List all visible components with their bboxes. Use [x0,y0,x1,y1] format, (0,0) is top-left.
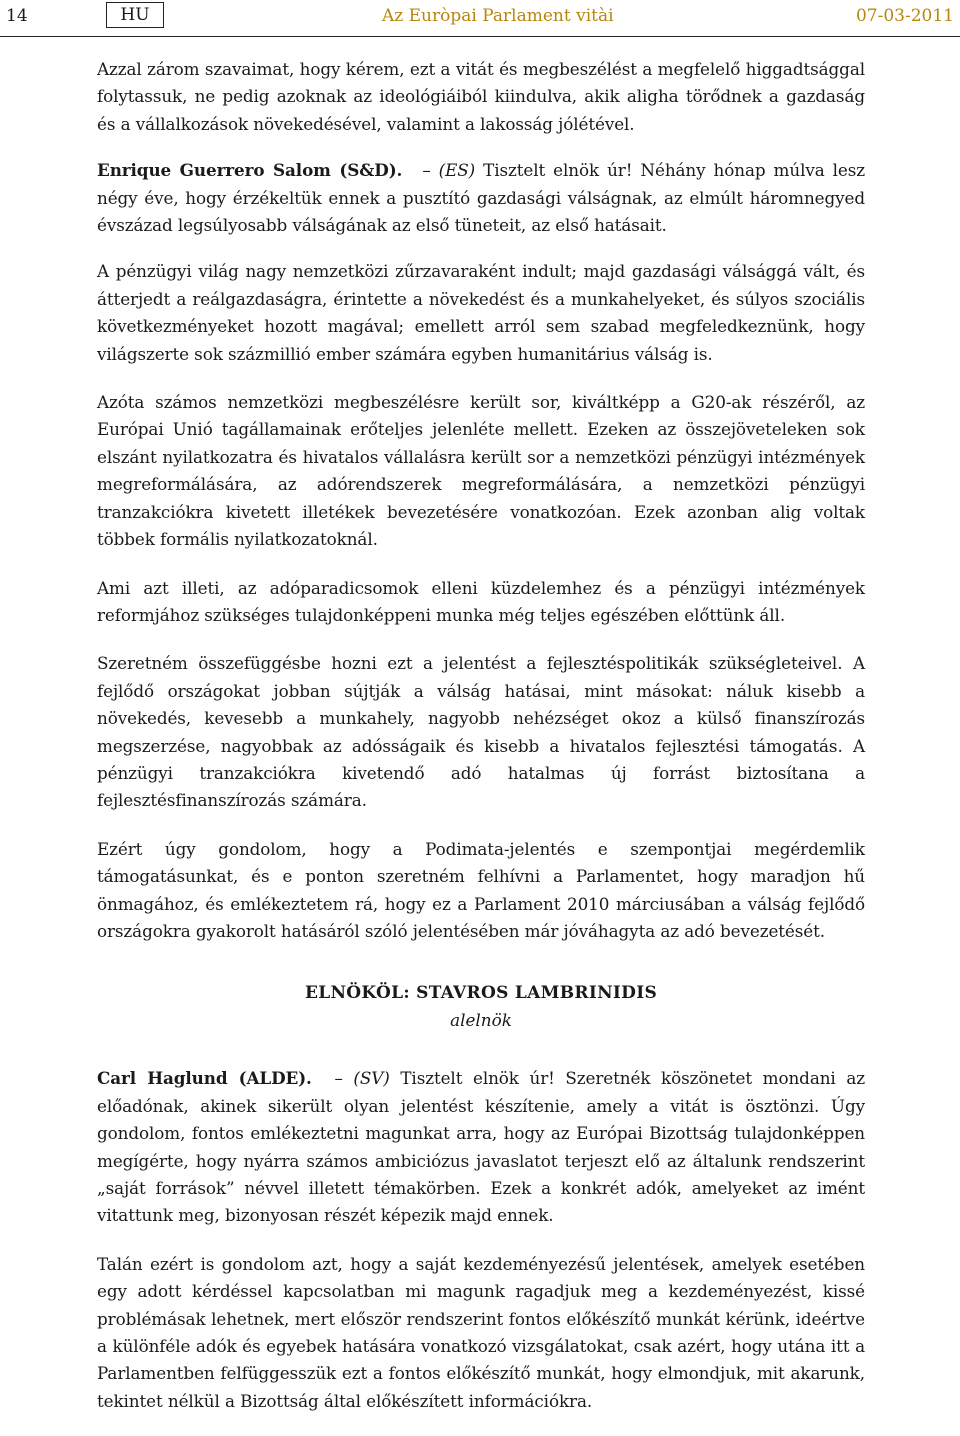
chair-role: alelnök [450,1010,512,1031]
speech-haglund [97,1065,865,1229]
speaker-name: Carl Haglund (ALDE). [97,1068,312,1089]
document-body [97,56,865,1436]
chair-section [97,979,865,1033]
paragraph-1: Azzal zárom szavaimat, hogy kérem, ezt a vitát és megbeszélést a megfelelő higgadtsággal folytassuk, ne pedig azoknak az ideológiáiból kiindulva, akik aligha törődnek a gazdaság és a vállalkozások növekedésével, valamint a lakosság jólétével. [97,59,865,134]
speech-dash: – [334,1068,343,1089]
speech-guerrero-salom [97,157,865,239]
speech-language: (SV) [353,1068,390,1089]
document-date: 07-03-2011 [855,6,954,26]
speech-text: Tisztelt elnök úr! Néhány hónap múlva lesz négy éve, hogy érzékeltük ennek a pusztító gazdasági válságnak, az elmúlt háromnegyed évszázad legsúlyosabb válságának az első tüneteit, az első hatásait. [97,160,865,236]
language-code-box: HU [106,2,164,28]
speaker-name: Enrique Guerrero Salom (S&D). [97,160,403,181]
running-title: Az Euròpai Parlament vitài [382,6,614,26]
paragraph-3: A pénzügyi világ nagy nemzetközi zűrzavaraként indult; majd gazdasági válsággá vált, és átterjedt a reálgazdaságra, érintette a növekedést és a munkahelyeket, és súlyos szociális következményeket hozott magával; emellett arról sem szabad megfeledkeznünk, hogy világszerte sok százmillió ember számára egyben humanitárius válság is. [97,261,865,364]
paragraph-7: Ezért úgy gondolom, hogy a Podimata-jelentés e szempontjai megérdemlik támogatásunkat, és e ponton szeretném felhívni a Parlamentet, hogy maradjon hű önmagához, és emlékeztetem rá, hogy ez a Parlament 2010 márciusában a válság fejlődő országokra gyakorolt hatásáról szóló jelentésében már jóváhagyta az adó bevezetését. [97,838,865,941]
speech-language: (ES) [438,160,476,181]
paragraph-5: Ami azt illeti, az adóparadicsomok elleni küzdelemhez és a pénzügyi intézmények reformjához szükséges tulajdonképpeni munka még teljes egészében előttünk áll. [97,577,865,625]
speech-text: Tisztelt elnök úr! Szeretnék köszönetet mondani az előadónak, akinek sikerült olyan jelentést készítenie, amely a vitát is ösztönzi. Úgy gondolom, fontos emlékeztetni magunkat arra, hogy az Európai Bizottság tulajdonképpen megígérte, hogy nyárra számos ambiciózus javaslatot terjeszt elő az általunk rendszerint „saját források” névvel illetett témakörben. Ezek a konkrét adók, amelyeket az imént vitattunk meg, bizonyosan részét képezik majd ennek. [97,1068,865,1226]
chair-heading: ELNÖKÖL: STAVROS LAMBRINIDIS [304,983,658,1004]
paragraph-9: Talán ezért is gondolom azt, hogy a saját kezdeményezésű jelentések, amelyek esetében egy adott kérdéssel kapcsolatban mi magunk ragadjuk meg a kezdeményezést, kissé problémásak lehetnek, mert először rendszerint fontos előkészítő munkát kérünk, ideértve a különféle adók és egyebek hatására vonatkozó vizsgálatokat, csak azért, hogy utána itt a Parlamentben felfüggesszük ezt a fontos előkészítő munkát, hogy elmondjuk, mit akarunk, tekintet nélkül a Bizottság által előkészített információkra. [97,1253,865,1411]
speech-dash: – [422,160,431,181]
paragraph-4: Azóta számos nemzetközi megbeszélésre került sor, kiváltképp a G20-ak részéről, az Európai Unió tagállamainak erőteljes jelenléte mellett. Ezeken az összejöveteleken sok elszánt nyilatkozatra és hivatalos vállalásra került sor a nemzetközi pénzügyi intézmények megreformálására, az adórendszerek megreformálására, a nemzetközi pénzügyi tranzakciókra kivetett illetékek bevezetésére vonatkozóan. Ezek azonban alig voltak többek formális nyilatkozatoknál. [97,392,865,550]
page-header [0,0,960,37]
page-number: 14 [6,6,28,26]
paragraph-6: Szeretném összefüggésbe hozni ezt a jelentést a fejlesztéspolitikák szükségleteivel. A fejlődő országokat jobban sújtják a válság hatásai, mint másokat: náluk kisebb a növekedés, kevesebb a munkahely, nagyobb nehézséget okoz a külső finanszírozás megszerzése, nagyobbak az adósságaik és kisebb a hivatalos fejlesztési támogatás. A pénzügyi tranzakciókra kivetendő adó hatalmas új forrást biztosítana a fejlesztésfinanszírozás számára. [97,653,865,811]
